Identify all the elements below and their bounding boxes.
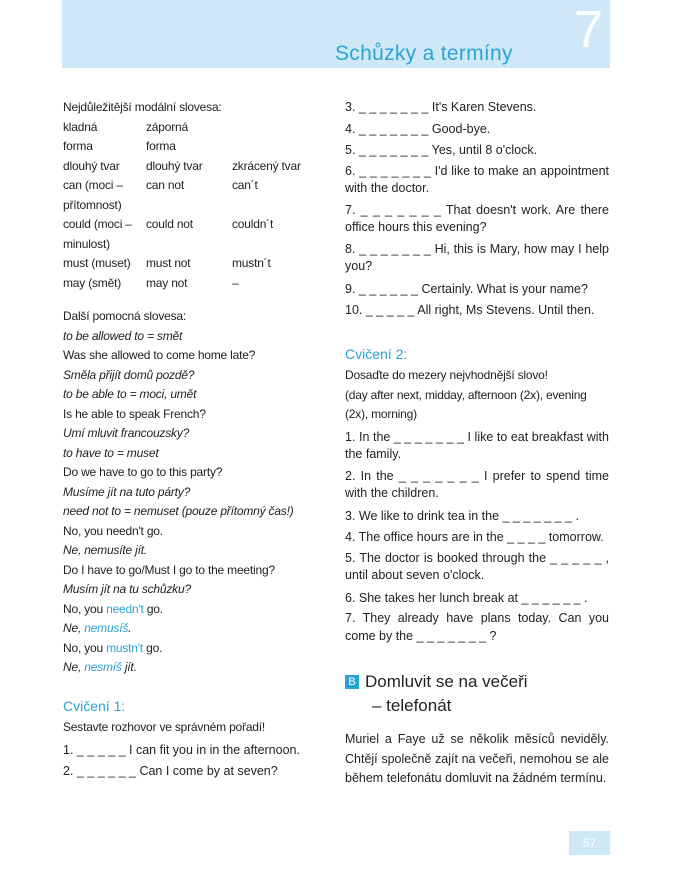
exercise1-block (63, 698, 323, 784)
modal-verbs-cell (146, 196, 232, 216)
aux-verbs-block (63, 307, 323, 678)
modal-verbs-row (63, 274, 323, 294)
exercise1-item: 10. _ _ _ _ _ All right, Ms Stevens. Until then. (345, 303, 595, 317)
aux-verb-line: Was she allowed to come home late? (63, 348, 256, 362)
modal-verbs-cell: přítomnost) (63, 197, 122, 212)
modal-verbs-cell: – (232, 275, 239, 290)
exercise2-block (345, 346, 609, 649)
section-b (345, 670, 609, 789)
highlighted-verb: needn't (106, 601, 144, 616)
aux-verbs-lines (63, 327, 323, 600)
exercise1-title: Cvičení 1: (63, 698, 126, 714)
section-b-paragraph: Muriel a Faye už se několik měsíců neviděly. Chtějí společně zajít na večeři, nemohou se ale během telefonátu domluvit na žádném termínu. (345, 732, 609, 785)
modal-verbs-cell: could (moci – (63, 217, 132, 231)
modal-verbs-rows (63, 118, 323, 294)
exercise1-item: 8. _ _ _ _ _ _ _ Hi, this is Mary, how may I help you? (345, 241, 609, 273)
aux-verb-line: Musíme jít na tuto párty? (63, 484, 191, 499)
aux-verb-line: Musím jít na tu schůzku? (63, 582, 191, 596)
exercise2-instruction: Dosaďte do mezery nejvhodnější slovo! (345, 368, 548, 382)
exercise1-item: 4. _ _ _ _ _ _ _ Good-bye. (345, 121, 491, 136)
exercise1-item: 1. _ _ _ _ _ I can fit you in in the afternoon. (63, 742, 300, 757)
exercise2-item: 3. We like to drink tea in the _ _ _ _ _ _ _ . (345, 508, 579, 523)
aux-verb-line: Umí mluvit francouzsky? (63, 426, 190, 440)
modal-verbs-cell: can (moci – (63, 178, 123, 192)
exercise2-word-list: (day after next, midday, afternoon (2x), evening (2x), morning) (345, 387, 587, 421)
modal-verbs-cell: may (smět) (63, 275, 122, 290)
aux-verb-text: go. (143, 640, 163, 655)
aux-verb-line (63, 619, 323, 639)
exercise1-item: 7. _ _ _ _ _ _ _ That doesn't work. Are there office hours this evening? (345, 202, 609, 234)
modal-verbs-cell: could not (146, 217, 193, 231)
exercise2-item: 1. In the _ _ _ _ _ _ _ I like to eat breakfast with the family. (345, 429, 609, 461)
modal-verbs-row (63, 176, 323, 196)
aux-verb-line: to have to = muset (63, 445, 159, 460)
section-b-heading (345, 670, 609, 694)
modal-verbs-cell: forma (63, 139, 93, 153)
modal-verbs-cell (232, 118, 323, 138)
aux-verb-line: Do we have to go to this party? (63, 465, 223, 479)
modal-verbs-cell: záporná (146, 119, 188, 134)
modal-verbs-cell: can not (146, 178, 184, 192)
modal-verbs-row (63, 235, 323, 255)
page-number: 57 (569, 831, 610, 855)
exercise2-item: 7. They already have plans today. Can you come by the _ _ _ _ _ _ _ ? (345, 611, 609, 643)
exercise2-item: 4. The office hours are in the _ _ _ _ tomorrow. (345, 530, 604, 544)
section-b-badge: B (345, 675, 359, 689)
modal-verbs-cell (146, 235, 232, 255)
modal-verbs-row (63, 196, 323, 216)
modal-verbs-cell (232, 196, 323, 216)
modal-verbs-cell: must (muset) (63, 256, 131, 270)
exercise2-title: Cvičení 2: (345, 346, 408, 362)
exercise2-item: 5. The doctor is booked through the _ _ _ _ _ , until about seven o'clock. (345, 550, 609, 582)
highlighted-verb: mustn't (106, 640, 143, 655)
highlighted-verb: nemusíš (84, 621, 129, 635)
aux-verb-line (63, 639, 323, 659)
aux-verbs-heading: Další pomocná slovesa: (63, 309, 186, 323)
aux-verb-line: Ne, nemusíte jít. (63, 543, 147, 557)
modal-verbs-cell: dlouhý tvar (63, 158, 120, 173)
modal-verbs-cell (232, 137, 323, 157)
modal-verbs-cell: kladná (63, 119, 98, 134)
modal-verbs-row (63, 215, 323, 235)
exercise1-instruction: Sestavte rozhovor ve správném pořadí! (63, 720, 266, 734)
aux-verb-text: jít. (121, 660, 137, 674)
modal-verbs-cell: mustn´t (232, 256, 271, 270)
exercise2-item: 6. She takes her lunch break at _ _ _ _ _ _ . (345, 590, 588, 605)
exercise1-item: 6. _ _ _ _ _ _ _ I'd like to make an appointment with the doctor. (345, 163, 609, 195)
aux-verb-line: Směla přijít domů pozdě? (63, 367, 195, 382)
modal-verbs-cell: can´t (232, 178, 258, 192)
modal-verbs-heading: Nejdůležitější modální slovesa: (63, 100, 222, 114)
modal-verbs-row (63, 137, 323, 157)
modal-verbs-cell: forma (146, 139, 176, 153)
modal-verbs-cell: couldn´t (232, 217, 274, 231)
modal-verbs-cell (232, 235, 323, 255)
exercise1-item: 2. _ _ _ _ _ _ Can I come by at seven? (63, 764, 278, 778)
aux-verb-line: Do I have to go/Must I go to the meeting? (63, 562, 275, 577)
aux-verb-text: No, you (63, 601, 107, 616)
aux-verb-text: No, you (63, 640, 107, 655)
aux-verb-line (63, 600, 323, 620)
modal-verbs-cell: zkrácený tvar (232, 158, 301, 173)
modal-verbs-cell: must not (146, 256, 191, 270)
modal-verbs-cell: minulost) (63, 236, 110, 251)
modal-verbs-table (63, 98, 323, 293)
aux-verb-text: Ne, (63, 660, 85, 674)
modal-verbs-cell: dlouhý tvar (146, 158, 203, 173)
section-b-title-line2: – telefonát (372, 696, 452, 715)
aux-verb-line: to be able to = moci, umět (63, 387, 197, 401)
highlighted-verb: nesmíš (84, 660, 122, 674)
modal-verbs-cell: may not (146, 275, 188, 290)
aux-verb-line (63, 658, 323, 678)
chapter-title: Schůzky a termíny (335, 42, 513, 65)
aux-verbs-highlight-lines (63, 600, 323, 678)
section-b-title-line1: Domluvit se na večeři (365, 672, 528, 691)
exercise1-item: 9. _ _ _ _ _ _ Certainly. What is your name? (345, 281, 588, 296)
modal-verbs-row (63, 118, 323, 138)
aux-verb-text: . (128, 621, 132, 635)
chapter-number: 7 (574, 1, 603, 59)
aux-verb-line: Is he able to speak French? (63, 406, 206, 421)
modal-verbs-row (63, 157, 323, 177)
aux-verb-line: to be allowed to = smět (63, 328, 183, 343)
aux-verb-text: Ne, (63, 621, 85, 635)
exercise1-continued (345, 98, 609, 323)
modal-verbs-row (63, 254, 323, 274)
aux-verb-line: need not to = nemuset (pouze přítomný čas!) (63, 504, 294, 518)
exercise1-item: 3. _ _ _ _ _ _ _ It's Karen Stevens. (345, 100, 537, 114)
exercise1-item: 5. _ _ _ _ _ _ _ Yes, until 8 o'clock. (345, 143, 538, 157)
aux-verb-line: No, you needn't go. (63, 523, 163, 538)
exercise2-item: 2. In the _ _ _ _ _ _ _ I prefer to spend time with the children. (345, 468, 609, 500)
aux-verb-text: go. (143, 601, 163, 616)
